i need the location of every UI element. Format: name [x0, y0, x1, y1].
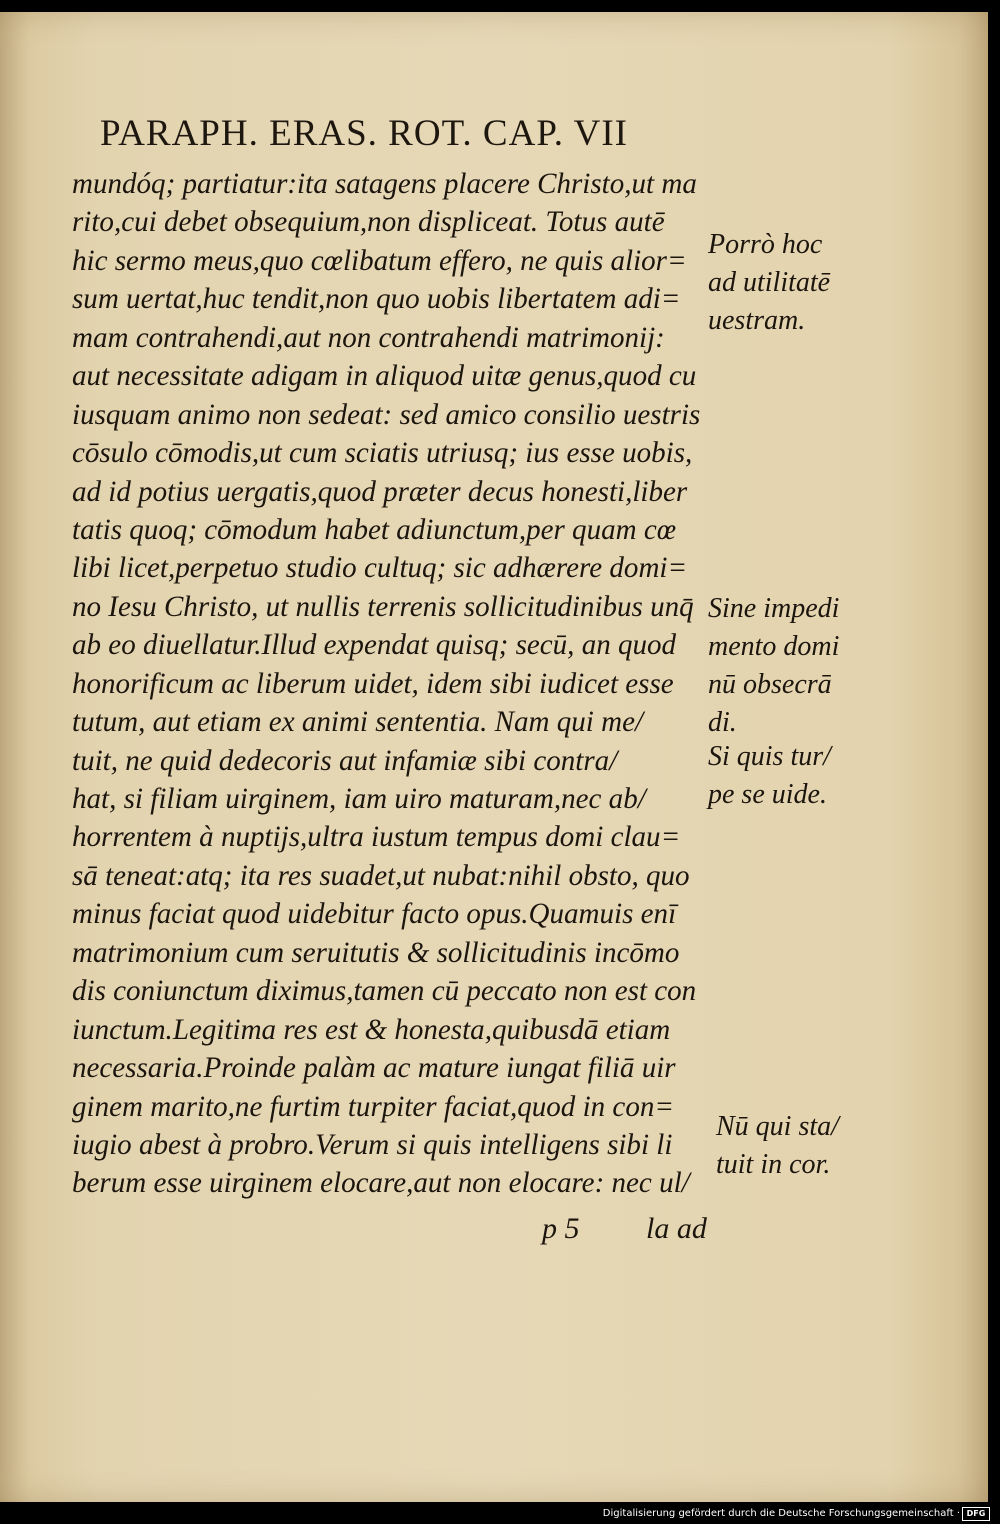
margin-note-line: mento domi: [708, 631, 840, 662]
text-line: minus faciat quod uidebitur facto opus.Quamuis enī: [72, 898, 677, 931]
text-line: mundóq; partiatur:ita satagens placere Christo,ut ma: [72, 168, 697, 200]
margin-note-line: Sine impedi: [708, 593, 840, 624]
text-line: sum uertat,huc tendit,non quo uobis libertatem adi=: [72, 283, 681, 316]
text-line: hic sermo meus,quo cœlibatum effero, ne quis alior=: [72, 244, 687, 277]
margin-note-line: di.: [708, 707, 737, 738]
catchword: la ad: [646, 1212, 707, 1245]
margin-note-num-qui: [716, 1108, 839, 1184]
margin-note-si-quis: [708, 738, 831, 814]
text-line: sā teneat:atq; ita res suadet,ut nubat:nihil obsto, quo: [72, 859, 690, 892]
margin-note-line: Porrò hoc: [708, 229, 823, 260]
margin-note-line: Nū qui sta/: [716, 1111, 839, 1142]
text-line: horrentem à nuptijs,ultra iustum tempus domi clau=: [72, 821, 681, 854]
text-line: libi licet,perpetuo studio cultuq; sic adhærere domi=: [72, 552, 688, 585]
text-line: ginem marito,ne furtim turpiter faciat,quod in con=: [72, 1090, 674, 1123]
dfg-logo: DFG: [962, 1507, 990, 1521]
text-line: matrimonium cum seruitutis & sollicitudinis incōmo: [72, 936, 680, 969]
margin-note-line: nū obsecrā: [708, 669, 832, 700]
text-line: cōsulo cōmodis,ut cum sciatis utriusq; ius esse uobis,: [72, 437, 693, 470]
margin-note-line: pe se uide.: [708, 779, 827, 810]
signature-mark: p 5: [542, 1212, 580, 1245]
text-line: honorificum ac liberum uidet, idem sibi iudicet esse: [72, 667, 674, 700]
text-line: hat, si filiam uirginem, iam uiro maturam,nec ab/: [72, 783, 646, 815]
text-line: ad id potius uergatis,quod præter decus honesti,liber: [72, 475, 688, 508]
text-line: tatis quoq; cōmodum habet adiunctum,per quam cœ: [72, 513, 677, 546]
margin-note-porro: [708, 226, 830, 340]
text-line: ab eo diuellatur.Illud expendat quisq; secū, an quod: [72, 629, 677, 662]
text-line: berum esse uirginem elocare,aut non elocare: nec ul/: [72, 1167, 690, 1200]
text-line: necessaria.Proinde palàm ac mature iungat filiā uir: [72, 1052, 676, 1085]
text-line: iusquam animo non sedeat: sed amico consilio uestris: [72, 398, 701, 431]
text-line: tuit, ne quid dedecoris aut infamiæ sibi contra/: [72, 744, 618, 777]
margin-note-sine-impedimento: [708, 590, 839, 742]
text-line: dis coniunctum diximus,tamen cū peccato non est con: [72, 975, 697, 1008]
margin-note-line: uestram.: [708, 305, 806, 336]
text-line: aut necessitate adigam in aliquod uitæ genus,quod cu: [72, 360, 697, 393]
text-line: iugio abest à probro.Verum si quis intelligens sibi li: [72, 1128, 673, 1161]
book-page: [0, 12, 988, 1502]
margin-note-line: tuit in cor.: [716, 1149, 831, 1180]
digitization-credit: Digitalisierung gefördert durch die Deutsche Forschungsgemeinschaft ·: [602, 1508, 960, 1519]
running-head: PARAPH. ERAS. ROT. CAP. VII: [100, 113, 628, 154]
text-line: iunctum.Legitima res est & honesta,quibusdā etiam: [72, 1013, 671, 1046]
margin-note-line: ad utilitatē: [708, 267, 831, 298]
body-text: [72, 165, 712, 1203]
text-line: rito,cui debet obsequium,non displiceat. Totus autē: [72, 206, 665, 239]
text-line: no Iesu Christo, ut nullis terrenis sollicitudinibus unq̄: [72, 590, 694, 623]
margin-note-line: Si quis tur/: [708, 741, 831, 772]
text-line: mam contrahendi,aut non contrahendi matrimonij:: [72, 321, 665, 354]
text-line: tutum, aut etiam ex animi sententia. Nam qui me/: [72, 706, 644, 739]
